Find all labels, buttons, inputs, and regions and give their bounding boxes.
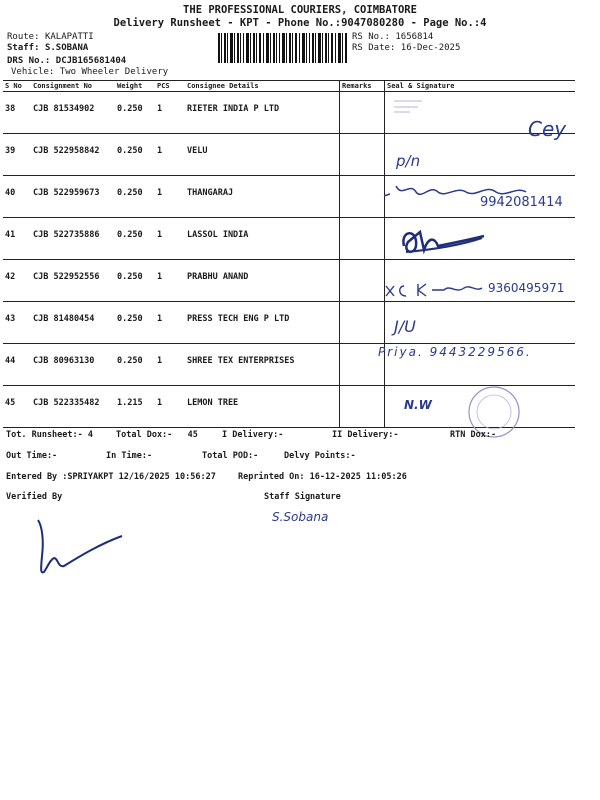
- total-dox-label: Total Dox:-: [116, 430, 173, 440]
- verifier-signature: [30, 516, 130, 578]
- row-sno: 43: [3, 302, 31, 344]
- row-weight: 0.250: [115, 92, 155, 134]
- ii-delivery-label: II Delivery:-: [332, 430, 399, 440]
- row-remarks: [340, 92, 385, 134]
- rs-no-line: [352, 32, 433, 42]
- row-consignment: CJB 522958842: [31, 134, 115, 176]
- col-consignment: Consignment No: [31, 81, 115, 92]
- row-pcs: 1: [155, 218, 185, 260]
- row-pcs: 1: [155, 92, 185, 134]
- table-row: [3, 302, 575, 344]
- handwritten-signature: Cey: [528, 117, 567, 141]
- row-weight: 0.250: [115, 176, 155, 218]
- staff-signature-label: Staff Signature: [264, 492, 341, 502]
- row-consignee: VELU: [185, 134, 340, 176]
- row-sno: 41: [3, 218, 31, 260]
- drs-line: [7, 56, 126, 66]
- row-sno: 40: [3, 176, 31, 218]
- total-dox: [116, 430, 198, 440]
- row-sno: 42: [3, 260, 31, 302]
- row-remarks: [340, 134, 385, 176]
- row-consignment: CJB 80963130: [31, 344, 115, 386]
- staff-handwritten-signature: S.Sobana: [272, 510, 329, 524]
- handwritten-signature: N.W: [404, 398, 432, 412]
- handwritten-signature: J/U: [394, 317, 416, 336]
- rtn-dox-label: RTN Dox:-: [450, 430, 497, 440]
- row-remarks: [340, 218, 385, 260]
- rs-date-label: RS Date:: [352, 43, 396, 53]
- verified-by-label: Verified By: [6, 492, 63, 502]
- row-weight: 0.250: [115, 218, 155, 260]
- rs-date-value: 16-Dec-2025: [400, 43, 461, 53]
- row-sno: 44: [3, 344, 31, 386]
- row-consignment: CJB 522959673: [31, 176, 115, 218]
- row-weight: 1.215: [115, 386, 155, 428]
- table-header-row: [3, 81, 575, 92]
- col-pcs: PCS: [155, 81, 185, 92]
- barcode: [218, 33, 348, 63]
- delvy-points-label: Delvy Points:-: [284, 451, 356, 461]
- runsheet-table: [3, 81, 575, 428]
- rs-no-label: RS No.:: [352, 32, 390, 42]
- handwritten-phone: 9942081414: [480, 195, 563, 210]
- row-weight: 0.250: [115, 134, 155, 176]
- row-remarks: [340, 386, 385, 428]
- row-consignment: CJB 522952556: [31, 260, 115, 302]
- row-pcs: 1: [155, 176, 185, 218]
- row-consignment: CJB 522335482: [31, 386, 115, 428]
- row-weight: 0.250: [115, 302, 155, 344]
- row-pcs: 1: [155, 344, 185, 386]
- col-weight: Weight: [115, 81, 155, 92]
- reprinted-on: Reprinted On: 16-12-2025 11:05:26: [238, 472, 407, 482]
- total-dox-value: 45: [187, 430, 198, 440]
- row-sno: 45: [3, 386, 31, 428]
- row-consignment: CJB 81480454: [31, 302, 115, 344]
- row-remarks: [340, 302, 385, 344]
- col-sno: S No: [3, 81, 31, 92]
- row-consignment: CJB 522735886: [31, 218, 115, 260]
- route-label: Route:: [7, 32, 40, 42]
- faint-stamp: [392, 97, 432, 115]
- table-row: [3, 92, 575, 134]
- row-consignment: CJB 81534902: [31, 92, 115, 134]
- route-value: KALAPATTI: [44, 32, 94, 42]
- row-consignee: SHREE TEX ENTERPRISES: [185, 344, 340, 386]
- total-runsheet: [6, 430, 93, 440]
- table-row: [3, 134, 575, 176]
- drs-label: DRS No.:: [7, 56, 51, 66]
- col-consignee: Consignee Details: [185, 81, 340, 92]
- handwritten-scribble: [382, 178, 532, 206]
- entered-by: Entered By :SPRIYAKPT 12/16/2025 10:56:27: [6, 472, 216, 482]
- row-consignee: THANGARAJ: [185, 176, 340, 218]
- row-sno: 38: [3, 92, 31, 134]
- row-weight: 0.250: [115, 260, 155, 302]
- rs-date-line: [352, 43, 460, 53]
- row-sno: 39: [3, 134, 31, 176]
- row-pcs: 1: [155, 386, 185, 428]
- handwritten-signature: p/n: [396, 152, 421, 170]
- vehicle-value: Two Wheeler Delivery: [59, 67, 169, 77]
- table-row: [3, 218, 575, 260]
- route-line: [7, 32, 94, 42]
- row-pcs: 1: [155, 260, 185, 302]
- total-runsheet-label: Tot. Runsheet:-: [6, 430, 83, 440]
- row-pcs: 1: [155, 134, 185, 176]
- staff-line: [7, 43, 88, 53]
- total-pod-label: Total POD:-: [202, 451, 259, 461]
- company-title: THE PROFESSIONAL COURIERS, COIMBATORE: [183, 4, 417, 16]
- vehicle-line: [11, 67, 168, 77]
- rs-no-value: 1656814: [395, 32, 434, 42]
- vehicle-label: Vehicle:: [11, 67, 55, 77]
- total-runsheet-value: 4: [87, 430, 94, 440]
- staff-value: S.SOBANA: [44, 43, 89, 53]
- col-remarks: Remarks: [340, 81, 385, 92]
- row-consignee: PRESS TECH ENG P LTD: [185, 302, 340, 344]
- row-consignee: LEMON TREE: [185, 386, 340, 428]
- row-weight: 0.250: [115, 344, 155, 386]
- i-delivery-label: I Delivery:-: [222, 430, 284, 440]
- staff-label: Staff:: [7, 43, 40, 53]
- row-consignee: RIETER INDIA P LTD: [185, 92, 340, 134]
- handwritten-phone: 9360495971: [488, 281, 565, 295]
- runsheet-subtitle: Delivery Runsheet - KPT - Phone No.:9047080280 - Page No.:4: [113, 17, 487, 29]
- handwritten-signature: Priya. 9443229566.: [378, 345, 532, 359]
- col-signature: Seal & Signature: [385, 81, 576, 92]
- row-remarks: [340, 176, 385, 218]
- out-time-label: Out Time:-: [6, 451, 58, 461]
- handwritten-signature: [398, 226, 488, 258]
- handwritten-scribble: [384, 280, 484, 300]
- row-consignee: PRABHU ANAND: [185, 260, 340, 302]
- row-pcs: 1: [155, 302, 185, 344]
- drs-value: DCJB165681404: [55, 56, 127, 66]
- row-remarks: [340, 260, 385, 302]
- in-time-label: In Time:-: [106, 451, 153, 461]
- row-consignee: LASSOL INDIA: [185, 218, 340, 260]
